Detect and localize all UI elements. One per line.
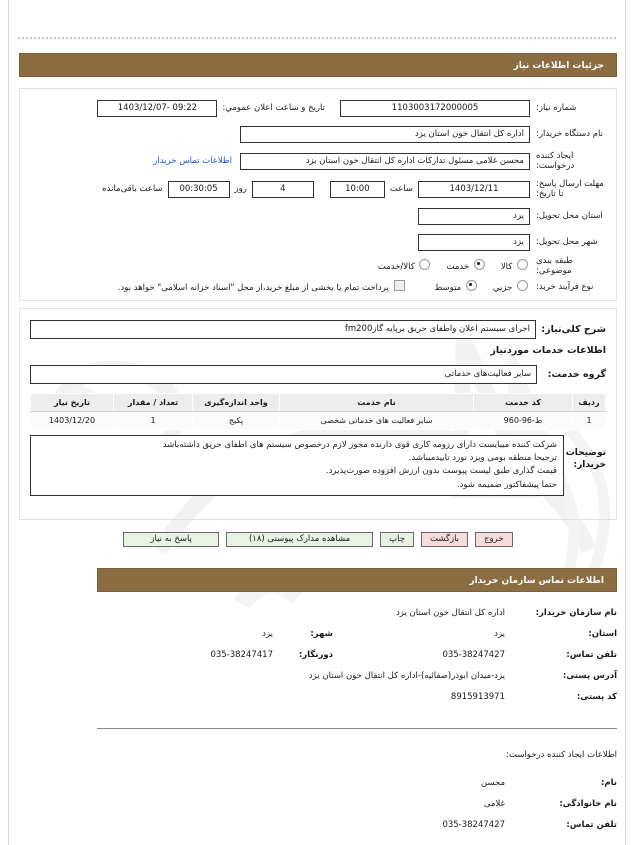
creator-phone-value: 035-38247427 — [442, 820, 505, 830]
announce-datetime-label: تاریخ و ساعت اعلان عمومي: — [222, 103, 325, 113]
row-buyer-phone-fax — [97, 650, 617, 660]
row-need-number — [30, 97, 606, 119]
row-buyer-org-name — [97, 608, 617, 618]
need-details-header: جزئیات اطلاعات نیاز — [19, 53, 617, 77]
buyer-province-label: استان: — [588, 629, 617, 639]
buyer-phone-label: تلفن تماس: — [566, 650, 617, 660]
category-option-kala-khedmat-label: کالا/خدمت — [377, 262, 415, 272]
checkbox-icon[interactable] — [394, 280, 405, 291]
contact-divider — [97, 728, 617, 729]
row-brief-need — [30, 317, 606, 341]
creator-contact-title: اطلاعات ایجاد کننده درخواست: — [506, 750, 617, 760]
category-option-kala[interactable] — [501, 259, 530, 272]
buyer-notes-line-2: ترجیحا منطقه بومی ویزد نورد تاییدمیباشد. — [408, 453, 557, 464]
buyer-notes-label-line1: توضیحات — [565, 448, 606, 458]
print-button[interactable]: چاپ — [380, 532, 414, 547]
row-creator-first-name — [97, 778, 617, 788]
buyer-address-label: آدرس پستی: — [562, 671, 617, 681]
buyer-org-label: نام دستگاه خریدار: — [536, 129, 603, 139]
buyer-notes — [30, 435, 606, 496]
row-delivery-province — [30, 205, 606, 227]
col-service-name: نام خدمت — [280, 394, 474, 412]
exit-button[interactable]: خروج — [475, 532, 513, 547]
col-service-code: کد خدمت — [474, 394, 573, 412]
cell-quantity: 1 — [114, 412, 193, 430]
buyer-notes-line-3: قیمت گذاری طبق لیست پیوست بدون ارزش افزوده صورت‌پذیرد. — [325, 466, 557, 477]
buyer-address-value: یزد-میدان ابوذر(صفائیه)-اداره کل انتقال خون استان یزد — [308, 671, 505, 681]
creator-last-name-value: غلامی — [483, 799, 505, 809]
deadline-hour-label: ساعت — [389, 184, 413, 194]
back-button[interactable]: بازگشت — [421, 532, 468, 547]
radio-selected-icon[interactable] — [466, 280, 477, 291]
remaining-days-value: 4 — [252, 181, 314, 198]
row-deadline — [30, 177, 606, 201]
action-buttons — [19, 532, 617, 547]
deadline-label: مهلت ارسال پاسخ: تا تاریخ: — [536, 178, 604, 199]
row-service-group — [30, 362, 606, 386]
cell-service-name: سایر فعالیت های خدماتی شخصی — [280, 412, 474, 430]
remaining-days-label: روز — [234, 184, 247, 194]
items-table-header-row — [31, 394, 606, 412]
col-unit: واحد اندازه‌گیری — [193, 394, 280, 412]
cell-row: 1 — [573, 412, 606, 430]
process-option-jozee[interactable] — [493, 280, 530, 293]
brief-need-label: شرح کلی‌نیاز: — [541, 323, 606, 335]
radio-selected-icon[interactable] — [474, 259, 485, 270]
buyer-notes-line-1: شرکت کننده میبایست دارای رزومه کاری قوی دارنده مجوز لازم درخصوص سیستم های اطفای حریق داشته‌باشد — [162, 440, 557, 450]
row-buyer-province-city — [97, 629, 617, 639]
delivery-city-label: شهر محل تحویل: — [536, 237, 598, 247]
category-option-khedmat[interactable] — [446, 259, 486, 272]
delivery-city-value: یزد — [418, 234, 530, 251]
buyer-province-value: یزد — [494, 629, 505, 639]
need-number-value: 1103003172000005 — [340, 100, 530, 117]
buyer-fax-label: دورنگار: — [298, 650, 333, 660]
creator-phone-label: تلفن تماس: — [566, 820, 617, 830]
buyer-contact-header: اطلاعات تماس سازمان خریدار — [97, 568, 617, 592]
process-option-motavaset[interactable] — [434, 280, 478, 293]
row-process — [30, 278, 606, 295]
col-quantity: تعداد / مقدار — [114, 394, 193, 412]
creator-label-text: ایجاد کننده درخواست: — [536, 150, 575, 171]
process-option-motavaset-label: متوسط — [434, 283, 462, 293]
announce-datetime-value: 09:22 -1403/12/07 — [97, 100, 217, 117]
creator-label — [530, 151, 606, 171]
process-label: نوع فرآیند خرید: — [536, 281, 594, 292]
deadline-date-value: 1403/12/11 — [418, 181, 530, 198]
service-group-label: گروه خدمت: — [547, 368, 606, 380]
buyer-postal-value: 8915913971 — [450, 692, 505, 702]
col-need-date: تاریخ نیاز — [31, 394, 114, 412]
deadline-hour-value: 10:00 — [330, 181, 385, 198]
services-panel — [19, 308, 617, 520]
need-details-panel — [19, 88, 617, 301]
buyer-org-name-label: نام سازمان خریدار: — [535, 608, 617, 618]
row-category — [30, 257, 606, 274]
buyer-phone-value: 035-38247427 — [442, 650, 505, 660]
view-attachments-button[interactable]: مشاهده مدارک پیوستی (۱۸) — [226, 532, 373, 547]
creator-first-name-label: نام: — [600, 778, 617, 788]
table-row — [31, 412, 606, 430]
buyer-contact-link[interactable]: اطلاعات تماس خریدار — [153, 156, 232, 166]
category-option-kala-khedmat[interactable] — [378, 259, 433, 272]
cell-service-code: ط-96-960 — [474, 412, 573, 430]
category-option-khedmat-label: خدمت — [446, 262, 470, 272]
row-buyer-address — [97, 671, 617, 681]
treasury-checkbox-label: پرداخت تمام یا بخشی از مبلغ خرید،از محل "اسناد خزانه اسلامی" خواهد بود. — [117, 283, 389, 293]
buyer-notes-label — [564, 435, 606, 496]
cell-unit: پکیج — [193, 412, 280, 430]
process-option-jozee-label: جزیي — [492, 283, 513, 293]
radio-icon[interactable] — [517, 259, 528, 270]
category-label: طبقه بندی موضوعی: — [536, 255, 573, 276]
remaining-clock-value: 00:30:05 — [168, 181, 230, 198]
page-container — [8, 0, 626, 845]
buyer-city-label: شهر: — [310, 629, 333, 639]
buyer-contact-body — [97, 608, 617, 713]
cell-need-date: 1403/12/20 — [31, 412, 114, 430]
row-delivery-city — [30, 231, 606, 253]
row-buyer-postal — [97, 692, 617, 702]
treasury-checkbox-group[interactable] — [118, 280, 409, 293]
col-row: ردیف — [573, 394, 606, 412]
buyer-notes-text — [30, 435, 564, 496]
buyer-postal-label: کد پستی: — [576, 692, 617, 702]
row-buyer-org — [30, 123, 606, 145]
need-number-label: شماره نیاز: — [536, 103, 577, 113]
top-dotted-separator — [18, 37, 616, 39]
creator-first-name-value: محسن — [480, 778, 505, 788]
buyer-org-value: اداره کل انتقال خون استان یزد — [240, 126, 530, 143]
items-table — [30, 393, 606, 430]
delivery-province-value: یزد — [418, 208, 530, 225]
buyer-city-value: یزد — [262, 629, 273, 639]
row-creator-last-name — [97, 799, 617, 809]
service-group-value: سایر فعالیت‌های خدماتی — [30, 365, 537, 384]
creator-value: محسن غلامی مسئول تدارکات اداره کل انتقال خون استان یزد — [240, 153, 530, 170]
radio-icon[interactable] — [517, 280, 528, 291]
creator-contact-body — [97, 750, 617, 841]
row-creator-phone — [97, 820, 617, 830]
respond-to-need-button[interactable]: پاسخ به نیاز — [123, 532, 219, 547]
creator-last-name-label: نام خانوادگی: — [559, 799, 617, 809]
row-creator — [30, 149, 606, 173]
buyer-notes-line-4: حتما پیشفاکتور ضمیمه شود. — [456, 479, 557, 490]
buyer-notes-label-line2: خریدار: — [573, 460, 606, 471]
buyer-fax-value: 035-38247417 — [210, 650, 273, 660]
category-option-kala-label: کالا — [500, 262, 513, 272]
radio-icon[interactable] — [419, 259, 430, 270]
services-info-title: اطلاعات خدمات موردنیاز — [490, 345, 606, 356]
delivery-province-label: استان محل تحویل: — [536, 211, 603, 221]
remaining-clock-label: ساعت باقی‌مانده — [102, 184, 163, 194]
brief-need-value: اجرای سیستم اعلان واطفای حریق برپایه گازfm200 — [30, 320, 536, 339]
buyer-org-name-value: اداره کل انتقال خون استان یزد — [395, 608, 505, 618]
